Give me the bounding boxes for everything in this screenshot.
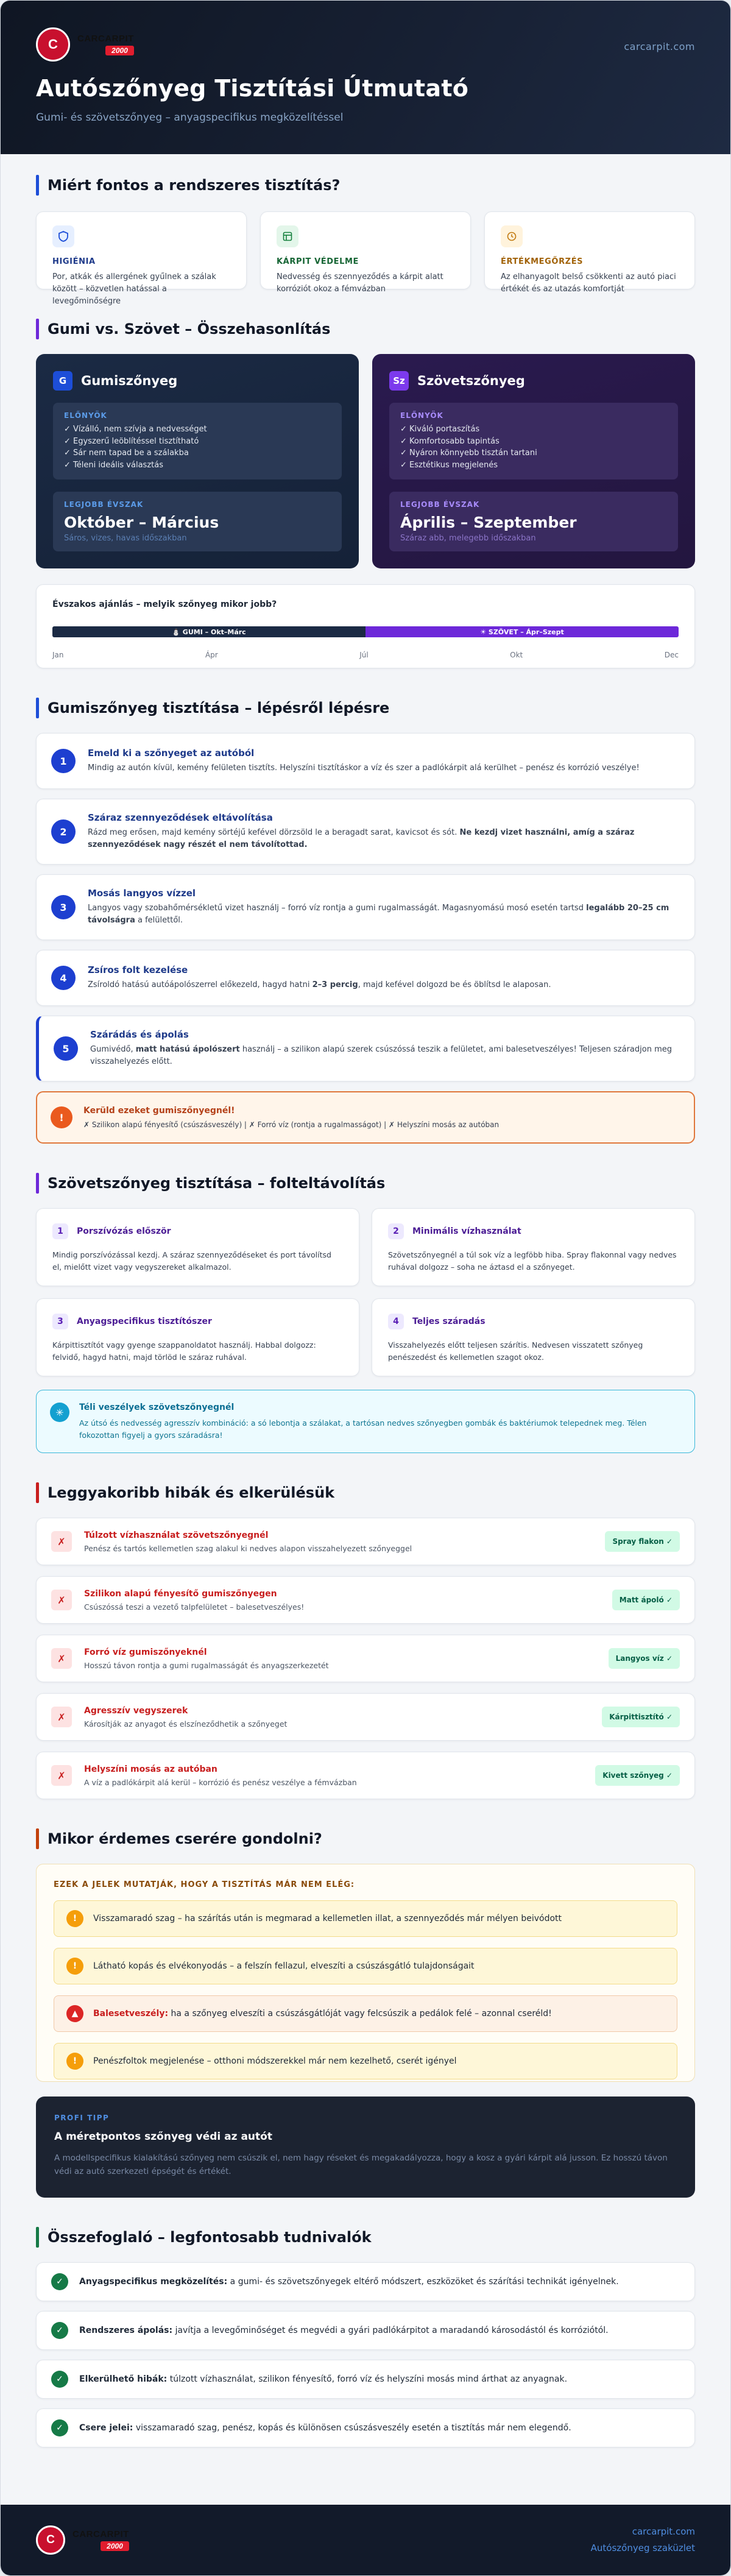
page-title: Autószőnyeg Tisztítási Útmutató: [36, 75, 469, 102]
rubber-card-title: Gumiszőnyeg: [81, 373, 178, 388]
warning-box: [36, 1091, 695, 1144]
section-bar: [36, 1828, 39, 1849]
warning-icon: !: [51, 1106, 72, 1128]
step-title: Emeld ki a szőnyeget az autóból: [88, 747, 255, 759]
why-card-value: [484, 211, 695, 294]
document-icon: [277, 225, 298, 247]
warning-text: ✗ Szilikon alapú fényesítő (csúszásveszély) | ✗ Forró víz (rontja a rugalmasságot) | ✗ Helyszíni mosás az autóban: [83, 1120, 500, 1129]
footer-logo[interactable]: [36, 2525, 129, 2555]
why-card-text: Az elhanyagolt belső csökkenti az autó piaci értékét és az utazás komfortját: [501, 272, 676, 294]
x-icon: ✗: [51, 1707, 72, 1727]
rubber-season-box: LEGJOBB ÉVSZAK Október – Március Sáros, vizes, havas időszakban: [53, 492, 342, 551]
section-title: Gumiszőnyeg tisztítása – lépésről lépésre: [48, 699, 390, 717]
page-footer: [1, 2505, 730, 2575]
logo-name: CARCARPIT: [77, 34, 134, 44]
why-card-title: HIGIÉNIA: [52, 257, 96, 266]
signs-box: [36, 1864, 695, 2082]
compare-section: [36, 319, 695, 668]
list-item: ✓ Téleni ideális választás: [64, 460, 163, 470]
summary-item: ✓ Anyagspecifikus megközelítés: a gumi- és szövetszőnyegek eltérő módszert, eszközöket és szárítási technikát igényelnek.: [36, 2262, 695, 2301]
error-text: Károsítják az anyagot és elszíneződhetik a szőnyeget: [84, 1719, 288, 1729]
error-title: Agresszív vegyszerek: [84, 1705, 188, 1716]
danger-icon: ▲: [66, 2005, 83, 2022]
section-title: Mikor érdemes cserére gondolni?: [48, 1830, 322, 1847]
step-title: Száraz szennyeződések eltávolítása: [88, 812, 273, 823]
tip-label: PROFI TIPP: [54, 2114, 110, 2122]
error-title: Szilikon alapú fényesítő gumiszőnyegen: [84, 1588, 277, 1599]
step-text: Mindig porszívózással kezdj. A száraz szennyeződéseket és port távolítsd el, mielőtt vizet vagy vegyszereket alkalmazol.: [52, 1250, 331, 1272]
x-icon: ✗: [51, 1765, 72, 1786]
season-chart-card: [36, 584, 695, 668]
why-section: [36, 175, 695, 306]
x-icon: ✗: [51, 1648, 72, 1669]
info-title: Téli veszélyek szövetszőnyegnél: [79, 1403, 235, 1412]
section-title: Leggyakoribb hibák és elkerülésük: [48, 1484, 335, 1501]
textile-steps-section: [36, 1173, 695, 1453]
summary-item: ✓ Elkerülhető hibák: túlzott vízhasználat, szilikon fényesítő, forró víz és helyszíni mosás mind árthat az anyagnak.: [36, 2360, 695, 2399]
sign-item: ! Látható kopás és elvékonyodás – a felszín fellazul, elveszíti a csúszásgátló tulajdonságait: [54, 1948, 677, 1984]
error-title: Forró víz gumiszőnyeknél: [84, 1647, 207, 1657]
check-icon: ✓: [51, 2273, 68, 2290]
textile-season: Április – Szeptember: [400, 514, 577, 531]
error-title: Helyszíni mosás az autóban: [84, 1764, 217, 1774]
step-title: Minimális vízhasználat: [412, 1226, 521, 1236]
sign-item: ! Penészfoltok megjelenése – otthoni módszerekkel már nem kezelhető, cserét igényel: [54, 2043, 677, 2079]
step-title: Teljes száradás: [412, 1317, 486, 1326]
section-bar: [36, 319, 39, 339]
fix-badge: Matt ápoló ✓: [612, 1590, 680, 1610]
section-bar: [36, 698, 39, 718]
step-card: [36, 950, 695, 1006]
list-item: ✓ Komfortosabb tapintás: [400, 436, 500, 446]
month-label: Júl: [359, 651, 369, 659]
exclamation-icon: !: [66, 2053, 83, 2070]
why-card-title: ÉRTÉKMEGŐRZÉS: [501, 257, 584, 266]
footer-site-link[interactable]: carcarpit.com: [632, 2526, 695, 2537]
step-text: Langyos vagy szobahőmérsékletű vizet használj – forró víz rontja a gumi rugalmasságát. Magasnyomású mosó esetén tartsd legalább 20–25 cm távolságra a felülettől.: [88, 903, 669, 925]
list-item: ✓ Kiváló portaszítás: [400, 425, 480, 434]
warning-title: Kerüld ezeket gumiszőnyegnél!: [83, 1106, 235, 1116]
error-text: Csúszóssá teszi a vezető talpfelületet – balesetveszélyes!: [84, 1602, 305, 1612]
section-title: Összefoglaló – legfontosabb tudnivalók: [48, 2229, 372, 2246]
section-title: Miért fontos a rendszeres tisztítás?: [48, 177, 341, 194]
month-label: Jan: [52, 651, 64, 659]
error-card: [36, 1752, 695, 1799]
rubber-steps-section: [36, 698, 695, 1144]
list-item: ✓ Sár nem tapad be a szálakba: [64, 448, 189, 458]
step-title: Szárádás és ápolás: [90, 1028, 189, 1040]
textile-season-box: LEGJOBB ÉVSZAK Április – Szeptember Száraz abb, melegebb időszakban: [389, 492, 678, 551]
step-title: Zsíros folt kezelése: [88, 964, 188, 975]
list-item: ✓ Nyáron könnyebb tisztán tartani: [400, 448, 537, 458]
sign-item: ! Visszamaradó szag – ha szárítás után is megmarad a kellemetlen illat, a szennyeződés már mélyen beivódott: [54, 1900, 677, 1937]
step-text: Gumivédő, matt hatású ápolószert használj – a szilikon alapú szerek csúszóssá teszik a felületet, ami balesetveszélyes! Teljesen száradjon meg visszahelyezés előtt.: [90, 1044, 672, 1066]
section-bar: [36, 1173, 39, 1194]
fix-badge: Langyos víz ✓: [609, 1648, 680, 1669]
tip-text: A modellspecifikus kialakítású szőnyeg nem csúszik el, nem hagy réseket és megakadályozza, hogy a kosz a gyári kárpit alá jusson. Ez hosszú távon védi az autó szerkezeti épségét és értékét.: [54, 2153, 668, 2177]
step-card: [36, 733, 695, 789]
hero-site-link[interactable]: carcarpit.com: [624, 41, 695, 52]
exclamation-icon: !: [66, 1958, 83, 1975]
error-text: Hosszú távon rontja a gumi rugalmasságát és anyagszerkezetét: [84, 1660, 329, 1670]
step-title: Mosás langyos vízzel: [88, 887, 196, 899]
why-card-hygiene: [36, 211, 247, 306]
fix-badge: Kárpittisztító ✓: [602, 1707, 680, 1727]
section-bar: [36, 175, 39, 196]
step-number: 2: [388, 1223, 404, 1239]
fix-badge: Kivett szőnyeg ✓: [595, 1765, 680, 1786]
exclamation-icon: !: [66, 1910, 83, 1927]
signs-label: EZEK A JELEK MUTATJÁK, HOGY A TISZTÍTÁS MÁR NEM ELÉG:: [54, 1880, 355, 1889]
summary-item: ✓ Rendszeres ápolás: javítja a levegőminőséget és megvédi a gyári padlókárpitot a maradandó károsodástól és korróziótól.: [36, 2311, 695, 2350]
section-bar: [36, 1482, 39, 1503]
why-card-title: KÁRPIT VÉDELME: [277, 257, 359, 266]
check-icon: ✓: [51, 2322, 68, 2339]
list-item: ✓ Vízálló, nem szívja a nedvességet: [64, 425, 207, 434]
step-text: Kárpittisztítót vagy gyenge szappanoldatot használj. Habbal dolgozz: felvidő, hagyd hatni, majd törlöd le száraz ruhával.: [52, 1340, 316, 1362]
snowflake-icon: ✳: [50, 1403, 69, 1422]
check-icon: ✓: [51, 2419, 68, 2436]
step-number: 2: [51, 819, 76, 844]
error-card: [36, 1693, 695, 1741]
error-card: [36, 1635, 695, 1682]
section-title: Szövetszőnyeg tisztítása – folteltávolítás: [48, 1175, 386, 1192]
x-icon: ✗: [51, 1590, 72, 1610]
rubber-card: [36, 354, 359, 568]
season-bar: [52, 626, 679, 637]
info-text: Az útsó és nedvesség agresszív kombináció: a só lebontja a szálakat, a tartósan nedves szőnyegben gombák és baktériumok telepednek meg. Télen fokozottan figyelj a gyors száradásra!: [79, 1418, 647, 1440]
replace-section: [36, 1828, 695, 2198]
textile-step-card: [372, 1298, 695, 1376]
step-title: Anyagspecifikus tisztítószer: [77, 1317, 212, 1326]
rubber-letter-badge: G: [53, 371, 72, 391]
list-item: ✓ Egyszerű leöblítéssel tisztítható: [64, 436, 199, 446]
x-icon: ✗: [51, 1531, 72, 1552]
errors-section: [36, 1482, 695, 1799]
step-number: 4: [388, 1314, 404, 1329]
error-title: Túlzott vízhasználat szövetszőnyegnél: [84, 1530, 269, 1540]
textile-step-card: [36, 1208, 359, 1286]
info-box: [36, 1390, 695, 1453]
step-text: Rázd meg erősen, majd kemény sörtéjű kefével dörzsöld le a beragadt sarat, kavicsot és sót. Ne kezdj vizet használni, amíg a száraz szennyeződések nagy részét el nem távolítottad.: [88, 827, 635, 849]
clock-icon: [501, 225, 523, 247]
step-number: 1: [52, 1223, 68, 1239]
step-card: [36, 874, 695, 940]
brand-logo[interactable]: [36, 27, 695, 62]
section-title: Gumi vs. Szövet – Összehasonlítás: [48, 320, 331, 338]
textile-step-card: [36, 1298, 359, 1376]
step-title: Porszívózás először: [77, 1226, 171, 1236]
textile-pros-box: ELŐNYÖK ✓ Kiváló portaszítás ✓ Komfortosabb tapintás ✓ Nyáron könnyebb tisztán tartani ✓ Esztétikus megjelenés: [389, 403, 678, 479]
textile-step-card: [372, 1208, 695, 1286]
why-card-text: Por, atkák és allergének gyűlnek a szálak között – közvetlen hatással a levegőminőségre: [52, 272, 216, 306]
step-number: 3: [51, 895, 76, 919]
logo-mark-icon: C: [36, 2525, 65, 2555]
month-label: Dec: [664, 651, 679, 659]
footer-shop-link[interactable]: Autószőnyeg szaküzlet: [590, 2542, 695, 2553]
season-segment-rubber: ⛄ GUMI – Okt–Márc: [52, 626, 366, 637]
month-label: Ápr: [205, 651, 218, 659]
check-icon: ✓: [51, 2371, 68, 2388]
step-number: 5: [54, 1036, 78, 1061]
step-text: Zsíroldó hatású autóápolószerrel előkezeld, hagyd hatni 2–3 percig, majd kefével dolgozd be és öblítsd le alaposan.: [88, 980, 551, 989]
summary-item: ✓ Csere jelei: visszamaradó szag, penész, kopás és különösen csúszásveszély esetén a tisztítás már nem elegendő.: [36, 2408, 695, 2447]
section-bar: [36, 2227, 39, 2248]
shield-icon: [52, 225, 74, 247]
textile-card-title: Szövetszőnyeg: [417, 373, 525, 388]
rubber-pros-box: ELŐNYÖK ✓ Vízálló, nem szívja a nedvességet ✓ Egyszerű leöblítéssel tisztítható ✓ Sár nem tapad be a szálakba ✓ Téleni ideális választás: [53, 403, 342, 479]
error-text: Penész és tartós kellemetlen szag alakul ki nedves alapon visszahelyezett szőnyeggel: [84, 1543, 412, 1553]
season-chart-question: Évszakos ajánlás – melyik szőnyeg mikor jobb?: [52, 600, 277, 609]
summary-section: [36, 2227, 695, 2447]
step-number: 3: [52, 1314, 68, 1329]
textile-card: [372, 354, 695, 568]
why-card-upholstery: [260, 211, 471, 294]
why-card-text: Nedvesség és szennyeződés a kárpit alatt korróziót okoz a fémvázban: [277, 272, 443, 294]
error-text: A víz a padlókárpit alá kerül – korrózió és penész veszélye a fémvázban: [84, 1777, 357, 1787]
logo-name: CARCARPIT: [72, 2529, 129, 2539]
list-item: ✓ Esztétikus megjelenés: [400, 460, 498, 470]
rubber-season: Október – Március: [64, 514, 219, 531]
sign-item-danger: ▲ Balesetveszély: ha a szőnyeg elveszíti a csúszásgátlóját vagy felcsúszik a pedálok felé – azonnal cseréld!: [54, 1995, 677, 2032]
error-card: [36, 1576, 695, 1624]
step-text: Szövetszőnyegnél a túl sok víz a legföbb hiba. Spray flakonnal vagy nedves ruhával dolgozz – soha ne áztasd el a szőnyeget.: [388, 1250, 677, 1272]
tip-title: A méretpontos szőnyeg védi az autót: [54, 2131, 272, 2143]
step-number: 1: [51, 749, 76, 773]
logo-mark-icon: C: [36, 27, 70, 62]
step-card: [36, 799, 695, 865]
step-number: 4: [51, 966, 76, 990]
logo-badge: 2000: [101, 2541, 129, 2551]
step-text: Visszahelyezés előtt teljesen szárítis. Nedvesen visszatett szőnyeg penészedést és kellemetlen szagot okoz.: [388, 1340, 643, 1362]
season-segment-textile: ☀ SZÖVET – Ápr–Szept: [366, 626, 679, 637]
page-subtitle: Gumi- és szövetszőnyeg – anyagspecifikus megközelítéssel: [36, 111, 344, 124]
step-text: Mindig az autón kívül, kemény felületen tisztíts. Helyszíni tisztításkor a víz és szer a padlókárpit alá kerülhet – penész és korrózió veszélye!: [88, 763, 640, 773]
step-card: [36, 1016, 695, 1081]
month-label: Okt: [510, 651, 523, 659]
logo-badge: 2000: [105, 46, 134, 55]
hero-header: [1, 1, 730, 154]
fix-badge: Spray flakon ✓: [605, 1531, 680, 1552]
textile-letter-badge: Sz: [389, 371, 409, 391]
pro-tip-box: [36, 2097, 695, 2198]
error-card: [36, 1518, 695, 1565]
